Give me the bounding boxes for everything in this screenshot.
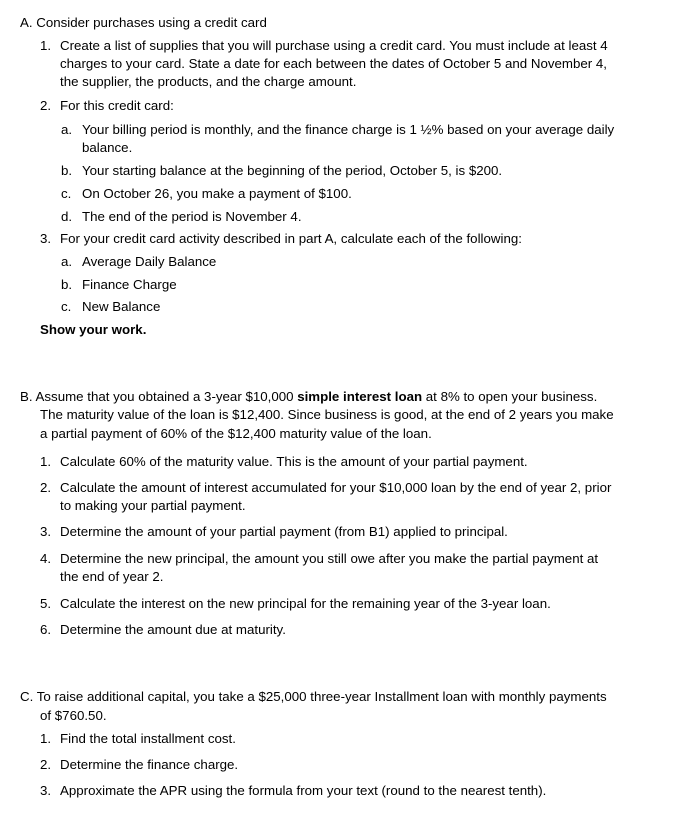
a3c-text: New Balance [82, 299, 161, 314]
a3a-text: Average Daily Balance [82, 254, 217, 269]
section-b-line-2: The maturity value of the loan is $12,400. Since business is good, at the end of 2 years you make [40, 407, 614, 422]
b4-number: 4. [40, 551, 52, 566]
b5-number: 5. [40, 596, 52, 611]
b6-number: 6. [40, 622, 52, 637]
a2b-text: Your starting balance at the beginning of the period, October 5, is $200. [82, 163, 503, 178]
show-your-work: Show your work. [40, 322, 147, 337]
a2c-letter: c. [61, 186, 72, 201]
a3a-letter: a. [61, 254, 73, 269]
b5-text: Calculate the interest on the new principal for the remaining year of the 3-year loan. [60, 596, 551, 611]
a3-number: 3. [40, 231, 52, 246]
a2c-text: On October 26, you make a payment of $100. [82, 186, 352, 201]
section-b-intro-post: at 8% to open your business. [422, 389, 598, 404]
c2-text: Determine the finance charge. [60, 757, 239, 772]
a1-line-1: Create a list of supplies that you will purchase using a credit card. You must include at least 4 [60, 38, 608, 53]
c3-text: Approximate the APR using the formula from your text (round to the nearest tenth). [60, 783, 547, 798]
section-a-heading: A. Consider purchases using a credit card [20, 15, 267, 30]
a2d-letter: d. [61, 209, 73, 224]
c3-number: 3. [40, 783, 52, 798]
section-c-line-1: C. To raise additional capital, you take a $25,000 three-year Installment loan with monthly payments [20, 689, 607, 704]
a1-line-2: charges to your card. State a date for each between the dates of October 5 and November 4, [60, 56, 607, 71]
b1-text: Calculate 60% of the maturity value. This is the amount of your partial payment. [60, 454, 528, 469]
c2-number: 2. [40, 757, 52, 772]
a2d-text: The end of the period is November 4. [82, 209, 302, 224]
b3-number: 3. [40, 524, 52, 539]
a3b-letter: b. [61, 277, 73, 292]
a3-text: For your credit card activity described in part A, calculate each of the following: [60, 231, 522, 246]
c1-text: Find the total installment cost. [60, 731, 236, 746]
a2-text: For this credit card: [60, 98, 174, 113]
a2a-line-2: balance. [82, 140, 133, 155]
section-b-intro-pre: B. Assume that you obtained a 3-year $10,000 [20, 389, 298, 404]
a1-line-3: the supplier, the products, and the charge amount. [60, 74, 357, 89]
section-b-intro [20, 388, 597, 405]
section-b-intro-bold: simple interest loan [297, 389, 423, 404]
a3b-text: Finance Charge [82, 277, 177, 292]
b2-line-2: to making your partial payment. [60, 498, 246, 513]
a3c-letter: c. [61, 299, 72, 314]
b2-number: 2. [40, 480, 52, 495]
b3-text: Determine the amount of your partial payment (from B1) applied to principal. [60, 524, 508, 539]
a2-number: 2. [40, 98, 52, 113]
a1-number: 1. [40, 38, 52, 53]
b6-text: Determine the amount due at maturity. [60, 622, 286, 637]
section-b-line-3: a partial payment of 60% of the $12,400 maturity value of the loan. [40, 426, 432, 441]
c1-number: 1. [40, 731, 52, 746]
b4-line-2: the end of year 2. [60, 569, 164, 584]
b2-line-1: Calculate the amount of interest accumulated for your $10,000 loan by the end of year 2, prior [60, 480, 612, 495]
a2b-letter: b. [61, 163, 73, 178]
b1-number: 1. [40, 454, 52, 469]
a2a-letter: a. [61, 122, 73, 137]
a2a-line-1: Your billing period is monthly, and the finance charge is 1 ½% based on your average daily [82, 122, 615, 137]
b4-line-1: Determine the new principal, the amount you still owe after you make the partial payment at [60, 551, 599, 566]
section-c-line-2: of $760.50. [40, 708, 107, 723]
